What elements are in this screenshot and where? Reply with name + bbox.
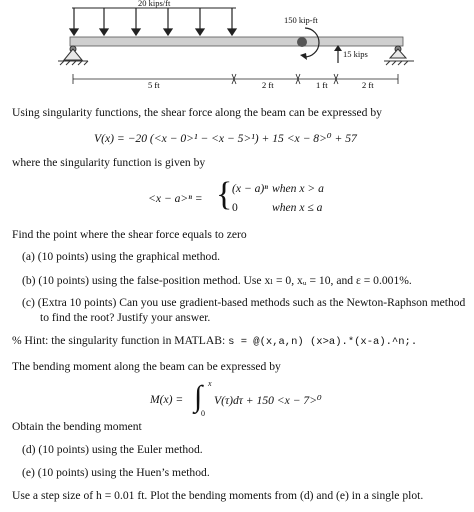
- singularity-lhs: <x − a>ⁿ =: [148, 192, 203, 205]
- final-text: Use a step size of h = 0.01 ft. Plot the bending moments from (d) and (e) in a single plot.: [12, 489, 424, 502]
- load-arrows: [70, 8, 236, 35]
- beam-figure: [0, 0, 474, 100]
- case2-cond: when x ≤ a: [272, 201, 323, 214]
- item-d: (d) (10 points) using the Euler method.: [22, 443, 203, 456]
- hint-code: s = @(x,a,n) (x>a).*(x-a).^n;.: [228, 336, 418, 348]
- moment-arrowhead: [300, 53, 307, 60]
- dim-label-4: 2 ft: [362, 80, 374, 90]
- moment-rhs: V(τ)dτ + 150 <x − 7>⁰: [214, 394, 322, 407]
- bending-intro: The bending moment along the beam can be expressed by: [12, 360, 281, 373]
- integral-upper: x: [208, 379, 212, 388]
- item-b: (b) (10 points) using the false-position method. Use xₗ = 0, xᵤ = 10, and ε = 0.001%.: [22, 274, 412, 287]
- beam: [70, 37, 403, 46]
- where-text: where the singularity function is given by: [12, 156, 206, 169]
- dim-label-1: 5 ft: [148, 80, 160, 90]
- right-support: [384, 46, 414, 65]
- moment-label: 150 kip-ft: [284, 15, 318, 25]
- shear-equation: V(x) = −20 (<x − 0>¹ − <x − 5>¹) + 15 <x − 8>⁰ + 57: [94, 132, 357, 145]
- load-label: 20 kips/ft: [138, 0, 171, 8]
- integral-sign: ∫: [194, 380, 203, 413]
- hint-prefix: % Hint: the singularity function in MATLAB:: [12, 334, 226, 347]
- moment-node: [297, 37, 307, 47]
- left-support: [58, 46, 88, 65]
- integral-lower: 0: [201, 409, 205, 418]
- item-a: (a) (10 points) using the graphical method.: [22, 250, 221, 263]
- item-c-line2: to find the root? Justify your answer.: [40, 311, 211, 324]
- case1-expr: (x − a)ⁿ: [232, 182, 268, 195]
- find-text: Find the point where the shear force equals to zero: [12, 228, 247, 241]
- item-e: (e) (10 points) using the Huen’s method.: [22, 466, 210, 479]
- dim-label-2: 2 ft: [262, 80, 274, 90]
- hint-line: [12, 334, 417, 348]
- obtain-text: Obtain the bending moment: [12, 420, 142, 433]
- dimension-line: [73, 74, 398, 84]
- dim-label-3: 1 ft: [316, 80, 328, 90]
- item-c-line1: (c) (Extra 10 points) Can you use gradient-based methods such as the Newton-Raphson method: [22, 296, 466, 309]
- case2-expr: 0: [232, 201, 238, 214]
- intro-text: Using singularity functions, the shear force along the beam can be expressed by: [12, 106, 382, 119]
- singularity-brace: {: [216, 176, 233, 213]
- case1-cond: when x > a: [272, 182, 324, 195]
- force-label: 15 kips: [343, 49, 368, 59]
- moment-lhs: M(x) =: [150, 393, 184, 406]
